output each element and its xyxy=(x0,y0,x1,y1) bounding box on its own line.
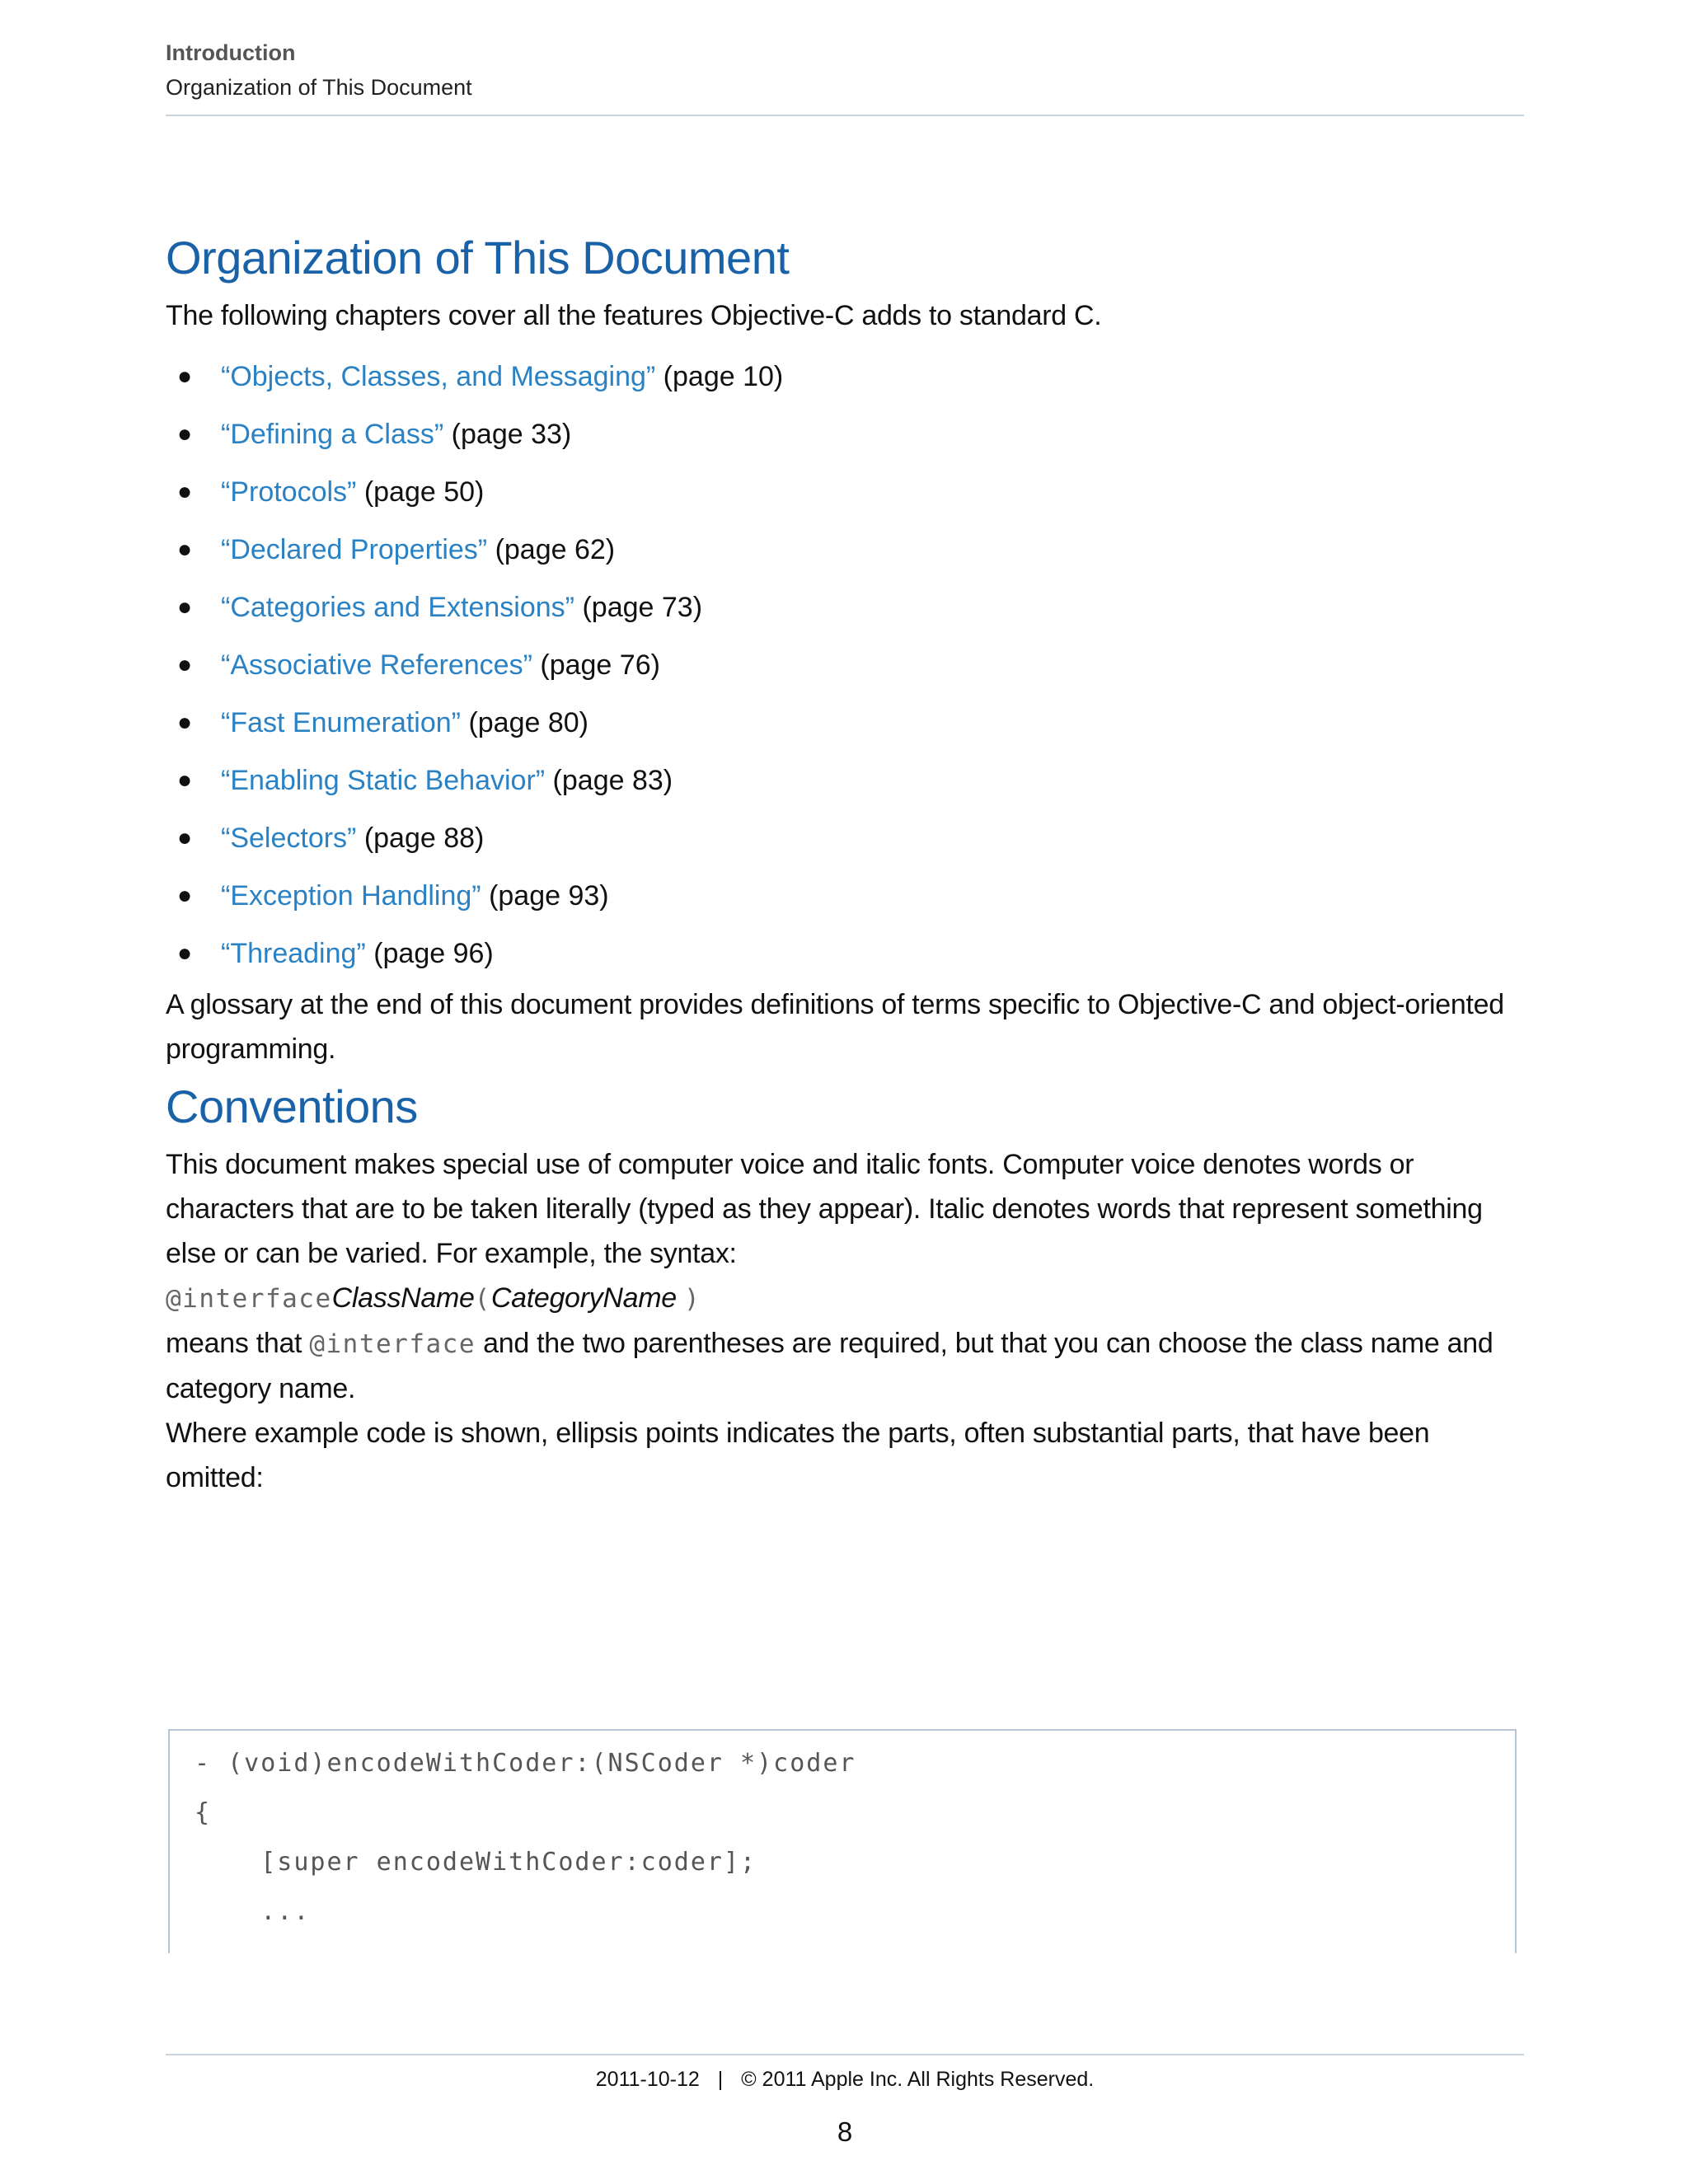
code-line: [super encodeWithCoder:coder]; xyxy=(195,1848,757,1877)
bullet-icon: ● xyxy=(177,709,193,736)
chapter-page-ref: (page 93) xyxy=(489,880,609,912)
chapter-list xyxy=(166,348,1524,982)
chapter-page-ref: (page 10) xyxy=(663,361,784,392)
bullet-icon: ● xyxy=(177,940,193,967)
syntax-explanation xyxy=(166,1321,1524,1411)
list-item xyxy=(166,348,1524,405)
chapter-link[interactable]: “Protocols” xyxy=(221,476,357,508)
header-chapter-title: Introduction xyxy=(166,40,296,65)
page-footer xyxy=(166,2064,1524,2094)
list-item xyxy=(166,463,1524,521)
header-divider xyxy=(166,115,1524,116)
list-item xyxy=(166,521,1524,579)
list-item xyxy=(166,867,1524,925)
syntax-explanation-end: and the two parentheses are required, but that you can choose the class name and category name. xyxy=(166,1328,1493,1404)
chapter-page-ref: (page 50) xyxy=(363,476,485,508)
organization-heading: Organization of This Document xyxy=(166,232,790,284)
header-section-title: Organization of This Document xyxy=(166,75,472,100)
page-content xyxy=(166,223,1524,1500)
list-item xyxy=(166,752,1524,809)
bullet-icon: ● xyxy=(177,882,193,909)
code-line: - (void)encodeWithCoder:(NSCoder *)coder xyxy=(195,1749,856,1778)
chapter-link[interactable]: “Exception Handling” xyxy=(221,880,481,912)
syntax-close-paren: ) xyxy=(684,1284,701,1314)
list-item xyxy=(166,405,1524,463)
running-header xyxy=(166,36,1524,105)
syntax-class-name: ClassName xyxy=(331,1282,475,1314)
bullet-icon: ● xyxy=(177,420,193,448)
ellipsis-paragraph: Where example code is shown, ellipsis points indicates the parts, often substantial parts, that have been omitted: xyxy=(166,1418,1430,1493)
syntax-explanation-start: means that xyxy=(166,1328,310,1359)
chapter-page-ref: (page 73) xyxy=(582,592,703,623)
chapter-page-ref: (page 62) xyxy=(495,534,616,565)
chapter-page-ref: (page 83) xyxy=(552,765,673,796)
bullet-icon: ● xyxy=(177,593,193,621)
bullet-icon: ● xyxy=(177,478,193,505)
chapter-link[interactable]: “Objects, Classes, and Messaging” xyxy=(221,361,656,392)
page-number: 8 xyxy=(837,2116,853,2147)
code-line: ... xyxy=(195,1897,311,1926)
bullet-icon: ● xyxy=(177,363,193,390)
list-item xyxy=(166,809,1524,867)
bullet-icon: ● xyxy=(177,651,193,678)
code-example-box xyxy=(168,1729,1517,1953)
syntax-keyword: @interface xyxy=(166,1284,332,1314)
inline-code: @interface xyxy=(309,1329,476,1359)
syntax-open-paren: ( xyxy=(474,1284,491,1314)
chapter-page-ref: (page 96) xyxy=(373,938,494,969)
organization-intro: The following chapters cover all the features Objective-C adds to standard C. xyxy=(166,300,1102,331)
chapter-page-ref: (page 88) xyxy=(363,823,485,854)
footer-divider xyxy=(166,2054,1524,2055)
chapter-link[interactable]: “Selectors” xyxy=(221,823,357,854)
list-item xyxy=(166,694,1524,752)
conventions-heading: Conventions xyxy=(166,1080,418,1132)
chapter-link[interactable]: “Declared Properties” xyxy=(221,534,488,565)
footer-copyright: © 2011 Apple Inc. All Rights Reserved. xyxy=(741,2068,1095,2091)
chapter-link[interactable]: “Defining a Class” xyxy=(221,419,444,450)
chapter-link[interactable]: “Categories and Extensions” xyxy=(221,592,575,623)
chapter-page-ref: (page 76) xyxy=(540,649,660,681)
bullet-icon: ● xyxy=(177,824,193,851)
chapter-link[interactable]: “Associative References” xyxy=(221,649,532,681)
chapter-link[interactable]: “Fast Enumeration” xyxy=(221,707,461,738)
footer-separator: | xyxy=(717,2068,724,2091)
bullet-icon: ● xyxy=(177,536,193,563)
chapter-page-ref: (page 33) xyxy=(451,419,572,450)
syntax-example xyxy=(166,1276,1524,1321)
chapter-link[interactable]: “Threading” xyxy=(221,938,366,969)
conventions-paragraph: This document makes special use of computer voice and italic fonts. Computer voice denotes words or characters that are to be taken literally (typed as they appear). Italic denotes words that represent something else or can be varied. For example, the syntax: xyxy=(166,1149,1483,1269)
list-item xyxy=(166,925,1524,982)
code-line: { xyxy=(195,1798,212,1827)
list-item xyxy=(166,636,1524,694)
syntax-category-name: CategoryName xyxy=(490,1282,677,1314)
footer-date: 2011-10-12 xyxy=(595,2068,700,2091)
glossary-paragraph: A glossary at the end of this document provides definitions of terms specific to Objective-C and object-oriented programming. xyxy=(166,989,1504,1065)
chapter-page-ref: (page 80) xyxy=(468,707,588,738)
chapter-link[interactable]: “Enabling Static Behavior” xyxy=(221,765,546,796)
list-item xyxy=(166,579,1524,636)
bullet-icon: ● xyxy=(177,766,193,794)
